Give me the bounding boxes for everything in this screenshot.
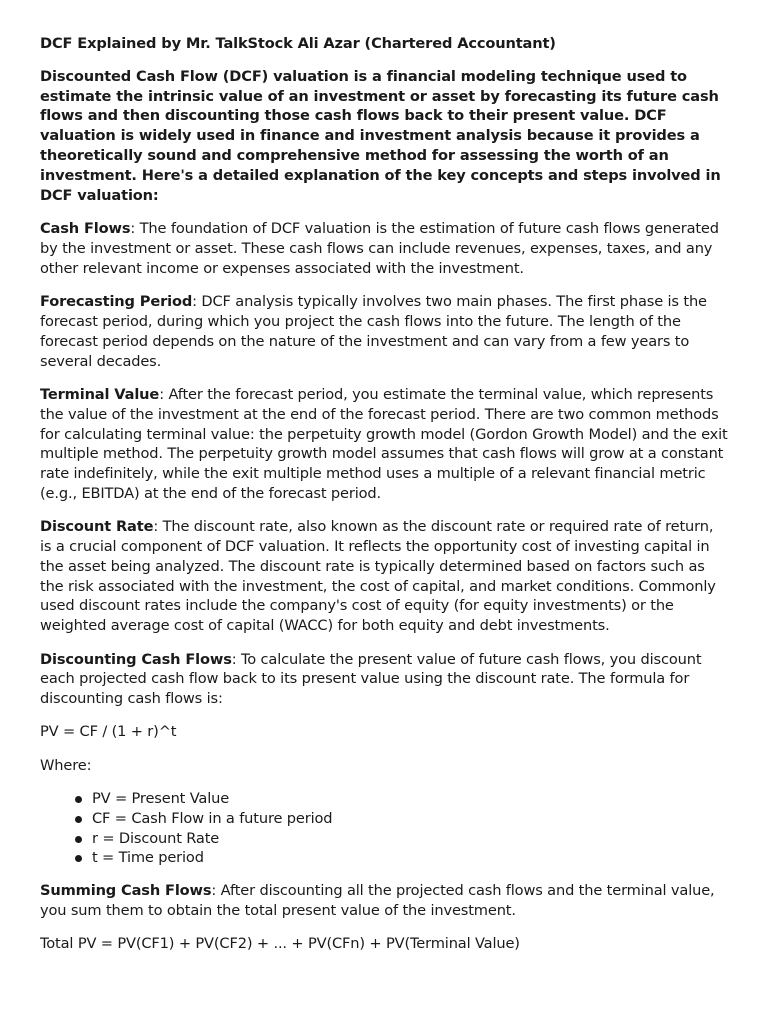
section-text: : The discount rate, also known as the discount rate or required rate of return, is a crucial component of DCF valuation. It reflects the opportunity cost of investing capital in the asset being analyzed. The discount rate is typically determined based on factors such as the risk associated with the investment, the cost of capital, and market conditions. Commonly used discount rates include the company's cost of equity (for equity investments) or the weighted average cost of capital (WACC) for both equity and debt investments. [40, 518, 716, 635]
section-term: Terminal Value [40, 385, 160, 403]
section-cash-flows [40, 219, 728, 278]
section-text: : DCF analysis typically involves two main phases. The first phase is the forecast period, during which you project the cash flows into the future. The length of the forecast period depends on the nature of the investment and can vary from a few years to several decades. [40, 293, 707, 370]
section-terminal-value [40, 385, 728, 504]
section-term: Discount Rate [40, 518, 154, 536]
intro-paragraph: Discounted Cash Flow (DCF) valuation is a financial modeling technique used to estimate the intrinsic value of an investment or asset by forecasting its future cash flows and then discounting those cash flows back to their present value. DCF valuation is widely used in finance and investment analysis because it provides a theoretically sound and comprehensive method for assessing the worth of an investment. Here's a detailed explanation of the key concepts and steps involved in DCF valuation: [40, 67, 721, 204]
definitions-list [40, 789, 728, 868]
section-term: Cash Flows [40, 220, 131, 238]
total-pv-formula: Total PV = PV(CF1) + PV(CF2) + ... + PV(CFn) + PV(Terminal Value) [40, 935, 520, 953]
section-text: : The foundation of DCF valuation is the estimation of future cash flows generated by the investment or asset. These cash flows can include revenues, expenses, taxes, and any other relevant income or expenses associated with the investment. [40, 220, 719, 277]
section-text: : After discounting all the projected cash flows and the terminal value, you sum them to obtain the total present value of the investment. [40, 882, 715, 919]
list-item: r = Discount Rate [92, 829, 728, 849]
section-term: Summing Cash Flows [40, 882, 212, 900]
list-item: PV = Present Value [92, 789, 728, 809]
section-discounting-cash-flows [40, 650, 728, 709]
pv-formula: PV = CF / (1 + r)^t [40, 723, 177, 741]
document-title: DCF Explained by Mr. TalkStock Ali Azar (Chartered Accountant) [40, 35, 556, 52]
section-term: Forecasting Period [40, 293, 193, 311]
where-label: Where: [40, 757, 92, 775]
section-summing-cash-flows [40, 881, 728, 921]
section-text: : After the forecast period, you estimate the terminal value, which represents the value of the investment at the end of the forecast period. There are two common methods for calculating terminal value: the perpetuity growth model (Gordon Growth Model) and the exit multiple method. The perpetuity growth model assumes that cash flows will grow at a constant rate indefinitely, while the exit multiple method uses a multiple of a relevant financial metric (e.g., EBITDA) at the end of the forecast period. [40, 385, 728, 502]
section-forecasting-period [40, 292, 728, 371]
section-term: Discounting Cash Flows [40, 650, 232, 668]
section-discount-rate [40, 517, 728, 636]
section-text: : To calculate the present value of future cash flows, you discount each projected cash flow back to its present value using the discount rate. The formula for discounting cash flows is: [40, 650, 702, 708]
list-item: t = Time period [92, 848, 728, 868]
list-item: CF = Cash Flow in a future period [92, 809, 728, 829]
